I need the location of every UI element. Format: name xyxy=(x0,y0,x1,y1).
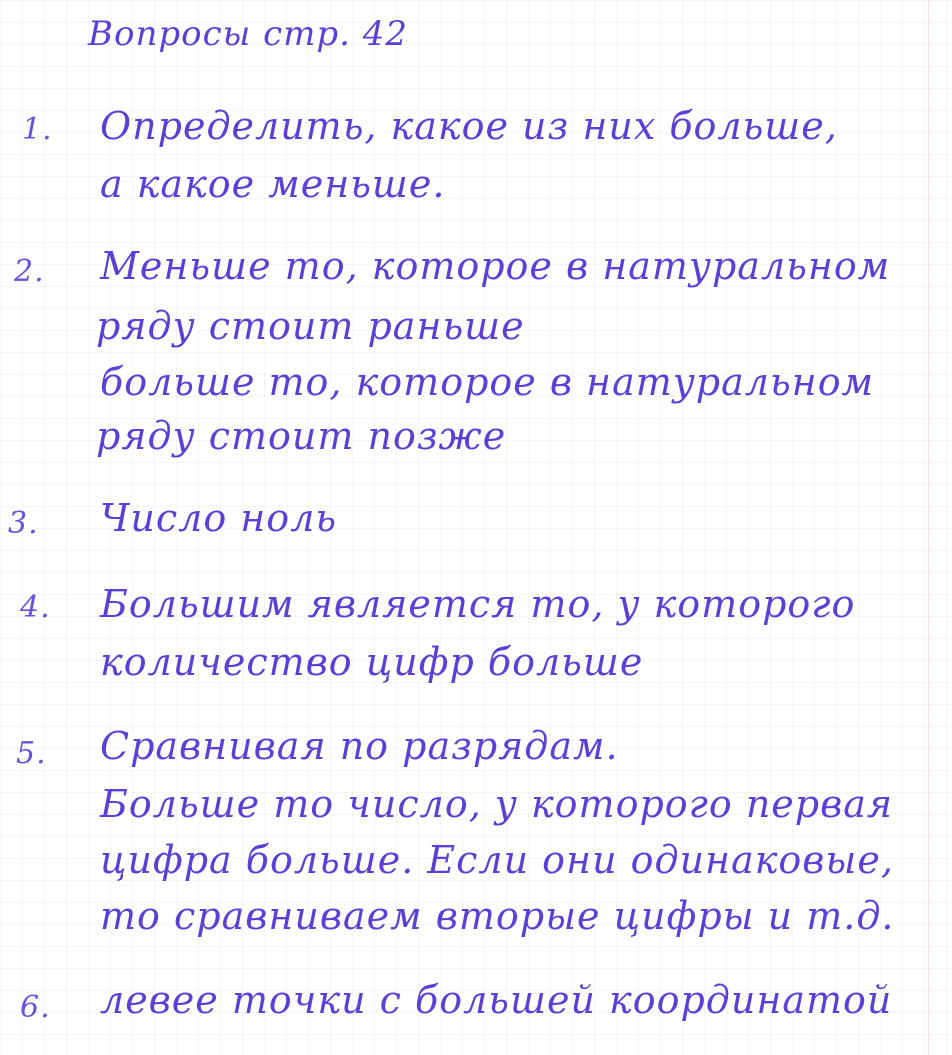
answer-number: 3. xyxy=(8,506,39,541)
answer-number: 5. xyxy=(16,736,47,771)
answer-line: Определить, какое из них больше, xyxy=(100,104,838,148)
answer-line: Меньше то, которое в натуральном xyxy=(100,244,891,288)
answer-line: Число ноль xyxy=(100,496,338,540)
page-title: Вопросы стр. 42 xyxy=(88,14,409,54)
answer-number: 4. xyxy=(20,590,51,625)
answer-line: левее точки с большей координатой xyxy=(100,978,893,1022)
answer-number: 1. xyxy=(22,112,53,147)
answer-line: то сравниваем вторые цифры и т.д. xyxy=(100,894,895,938)
answer-line: Больше то число, у которого первая xyxy=(100,782,894,826)
answer-line: а какое меньше. xyxy=(100,162,446,206)
answer-number: 2. xyxy=(14,254,45,289)
answer-line: Большим является то, у которого xyxy=(100,582,856,626)
answer-line: Сравнивая по разрядам. xyxy=(100,724,619,768)
answer-line: цифра больше. Если они одинаковые, xyxy=(100,838,894,882)
margin-line xyxy=(928,0,929,1055)
answer-line: больше то, которое в натуральном xyxy=(100,360,875,404)
answer-line: ряду стоит позже xyxy=(96,414,507,458)
answer-line: количество цифр больше xyxy=(100,640,644,684)
answer-line: ряду стоит раньше xyxy=(96,304,525,348)
answer-number: 6. xyxy=(20,990,51,1025)
